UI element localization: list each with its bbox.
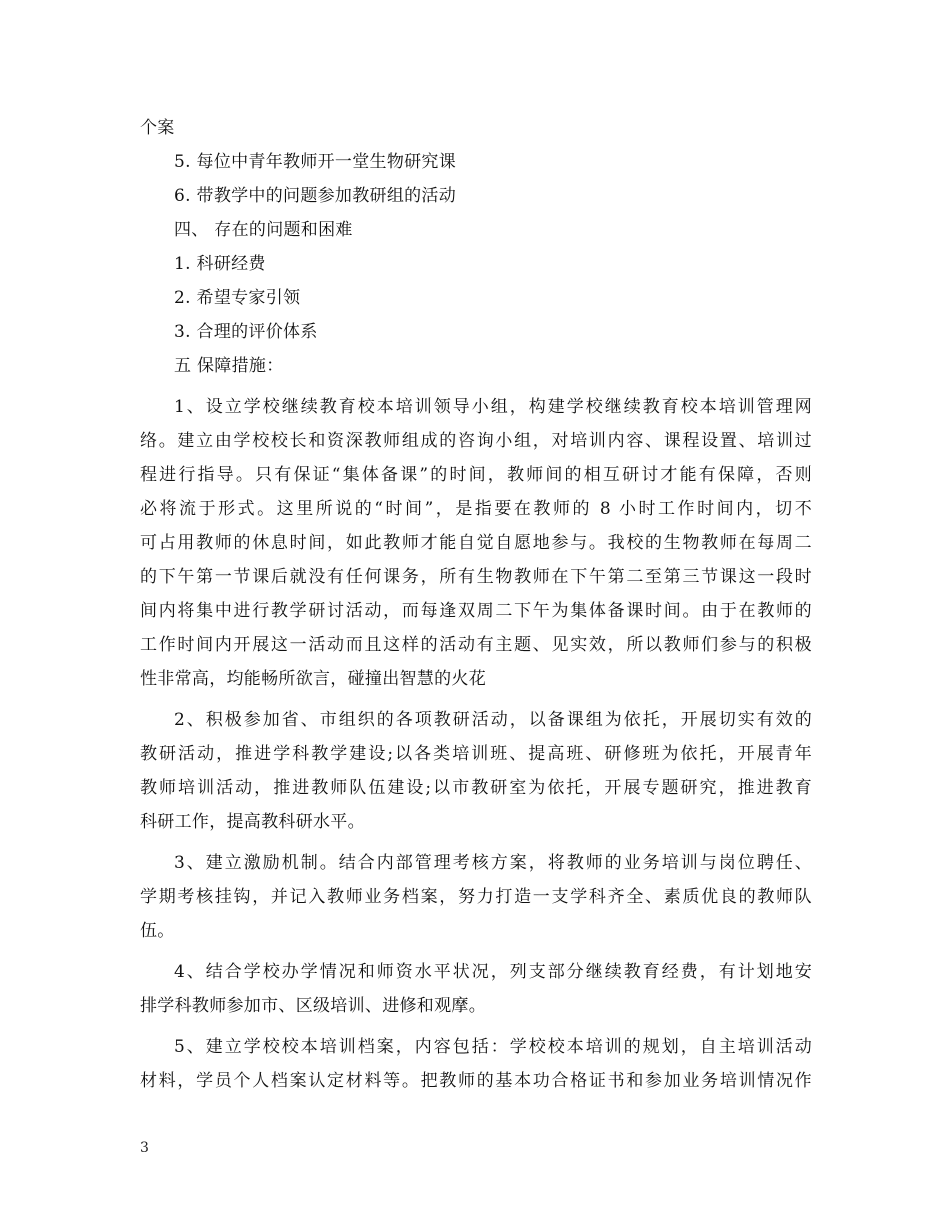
paragraph-3 — [140, 846, 812, 948]
paragraph-line: 教研活动，推进学科教学建设;以各类培训班、提高班、研修班为依托，开展青年 — [140, 744, 812, 764]
paragraph-line: 性非常高，均能畅所欲言，碰撞出智慧的火花 — [140, 669, 486, 689]
paragraph-line: 1、设立学校继续教育校本培训领导小组，构建学校继续教育校本培训管理网 — [174, 397, 812, 417]
section-heading: 四、 存在的问题和困难 — [174, 220, 353, 240]
paragraph-4 — [140, 955, 812, 1023]
paragraph-line: 排学科教师参加市、区级培训、进修和观摩。 — [140, 996, 486, 1016]
paragraph-line: 间内将集中进行教学研讨活动，而每逢双周二下午为集体备课时间。由于在教师的 — [140, 601, 812, 621]
list-item: 5. 每位中青年教师开一堂生物研究课 — [174, 152, 457, 172]
paragraph-line: 4、结合学校办学情况和师资水平状况，列支部分继续教育经费，有计划地安 — [174, 962, 812, 982]
paragraph-line: 的下午第一节课后就没有任何课务，所有生物教师在下午第二至第三节课这一段时 — [140, 567, 812, 587]
list-item: 3. 合理的评价体系 — [174, 322, 318, 342]
document-body — [140, 111, 812, 1098]
paragraph-line: 工作时间内开展这一活动而且这样的活动有主题、见实效，所以教师们参与的积极 — [140, 635, 812, 655]
paragraph-line: 材料，学员个人档案认定材料等。把教师的基本功合格证书和参加业务培训情况作 — [140, 1071, 812, 1091]
paragraph-line: 3、建立激励机制。结合内部管理考核方案，将教师的业务培训与岗位聘任、 — [174, 853, 812, 873]
list-item: 1. 科研经费 — [174, 254, 266, 274]
paragraph-line: 程进行指导。只有保证“集体备课”的时间，教师间的相互研讨才能有保障，否则 — [140, 465, 812, 485]
paragraph-2 — [140, 703, 812, 839]
paragraph-line: 必将流于形式。这里所说的“时间”，是指要在教师的 8 小时工作时间内，切不 — [140, 499, 812, 519]
paragraph-line: 学期考核挂钩，并记入教师业务档案，努力打造一支学科齐全、素质优良的教师队 — [140, 887, 812, 907]
paragraph-line: 2、积极参加省、市组织的各项教研活动，以备课组为依托，开展切实有效的 — [174, 710, 812, 730]
section-heading: 五 保障措施： — [174, 356, 284, 376]
list-item: 2. 希望专家引领 — [174, 288, 301, 308]
paragraph-line: 伍。 — [140, 921, 175, 941]
page-number: 3 — [140, 1140, 149, 1156]
paragraph-line: 络。建立由学校校长和资深教师组成的咨询小组，对培训内容、课程设置、培训过 — [140, 431, 812, 451]
paragraph-5 — [140, 1030, 812, 1098]
paragraph-line: 5、建立学校校本培训档案，内容包括：学校校本培训的规划，自主培训活动 — [174, 1037, 812, 1057]
paragraph-line: 可占用教师的休息时间，如此教师才能自觉自愿地参与。我校的生物教师在每周二 — [140, 533, 812, 553]
list-item: 6. 带教学中的问题参加教研组的活动 — [174, 186, 457, 206]
paragraph-1 — [140, 390, 812, 696]
paragraph-line: 教师培训活动，推进教师队伍建设;以市教研室为依托，开展专题研究，推进教育 — [140, 778, 812, 798]
paragraph-line: 科研工作，提高教科研水平。 — [140, 812, 365, 832]
text-line: 个案 — [140, 118, 175, 138]
